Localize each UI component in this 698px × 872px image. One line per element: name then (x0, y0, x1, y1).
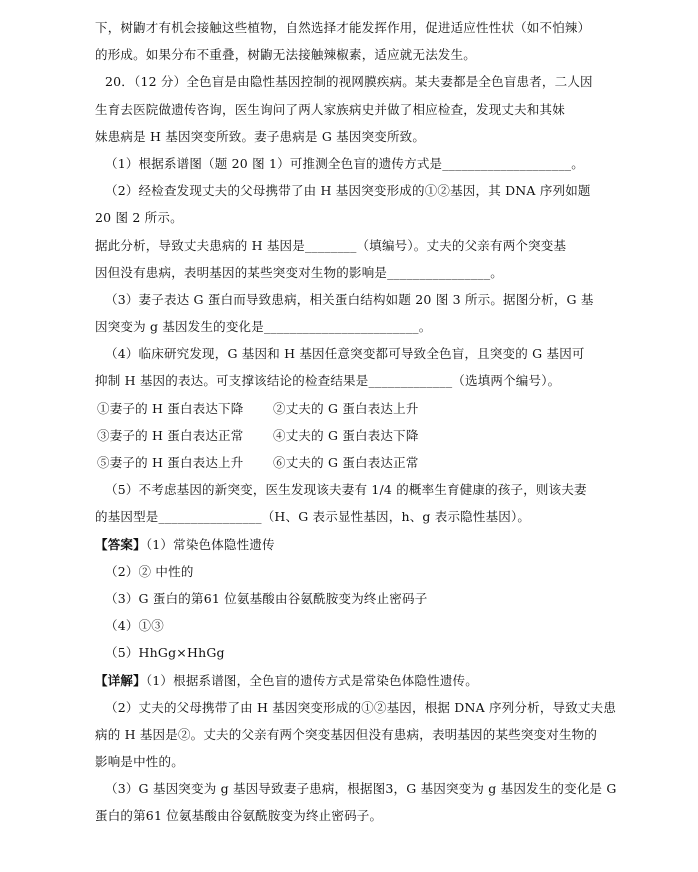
answer-heading-line (95, 531, 605, 558)
text-line: 据此分析，导致丈夫患病的 H 基因是________（填编号）。丈夫的父亲有两个突变基 (95, 237, 567, 253)
question-20-part-1: （1）根据系谱图（题 20 图 1）可推测全色盲的遗传方式是____________________。 (105, 155, 584, 171)
text-line: 生育去医院做遗传咨询，医生询问了两人家族病史并做了相应检查，发现丈夫和其妹 (95, 101, 565, 117)
explain-item: 影响是中性的。 (95, 754, 184, 770)
option-item: ④丈夫的 G 蛋白表达下降 (273, 427, 419, 443)
answer-item: （3）G 蛋白的第61 位氨基酸由谷氨酰胺变为终止密码子 (105, 590, 428, 606)
option-item: ②丈夫的 G 蛋白表达上升 (273, 400, 419, 416)
answer-item: （2）② 中性的 (105, 563, 194, 579)
explain-label: 【详解】 (95, 672, 146, 688)
question-20-part-3: （3）妻子表达 G 蛋白而导致患病，相关蛋白结构如题 20 图 3 所示。据图分析，G 基 (105, 291, 594, 307)
explain-item: （1）根据系谱图，全色盲的遗传方式是常染色体隐性遗传。 (145, 672, 478, 688)
option-row (95, 422, 605, 449)
answer-label: 【答案】 (95, 536, 146, 552)
explain-item: （3）G 基因突变为 g 基因导致妻子患病，根据图3，G 基因突变为 g 基因发生的变化是 G (105, 781, 617, 797)
text-line: 20 图 2 所示。 (95, 210, 183, 226)
answer-item: （5）HhGg×HhGg (105, 645, 225, 661)
question-20-stem: 20．（12 分）全色盲是由隐性基因控制的视网膜疾病。某夫妻都是全色盲患者，二人因 (105, 74, 593, 90)
explain-item: 病的 H 基因是②。丈夫的父亲有两个突变基因但没有患病，表明基因的某些突变对生物的 (95, 726, 598, 742)
explain-heading-line (95, 667, 605, 694)
text-line: 下，树鼩才有机会接触这些植物，自然选择才能发挥作用，促进适应性性状（如不怕辣） (95, 20, 591, 35)
answer-item: （1）常染色体隐性遗传 (145, 536, 275, 552)
text-line: 妹患病是 H 基因突变所致。妻子患病是 G 基因突变所致。 (95, 128, 426, 144)
text-line: 的基因型是________________（H、G 表示显性基因，h、g 表示隐性基因）。 (95, 509, 531, 525)
option-item: ⑥丈夫的 G 蛋白表达正常 (273, 455, 419, 470)
text-line: 抑制 H 基因的表达。可支撑该结论的检查结果是_____________（选填两个编号）。 (95, 373, 561, 389)
document-page (95, 14, 617, 830)
option-item: ③妻子的 H 蛋白表达正常 (97, 427, 244, 443)
option-row (95, 395, 605, 422)
option-row (95, 449, 605, 476)
question-20-part-4: （4）临床研究发现，G 基因和 H 基因任意突变都可导致全色盲，且突变的 G 基因可 (105, 346, 585, 362)
text-line: 因但没有患病，表明基因的某些突变对生物的影响是________________。 (95, 264, 504, 280)
question-20-part-2: （2）经检查发现丈夫的父母携带了由 H 基因突变形成的①②基因，其 DNA 序列如题 (105, 183, 591, 199)
option-item: ⑤妻子的 H 蛋白表达上升 (97, 455, 244, 470)
explain-item: 蛋白的第61 位氨基酸由谷氨酰胺变为终止密码子。 (95, 808, 383, 824)
text-line: 的形成。如果分布不重叠，树鼩无法接触辣椒素，适应就无法发生。 (95, 47, 477, 63)
explain-item: （2）丈夫的父母携带了由 H 基因突变形成的①②基因，根据 DNA 序列分析，导致丈夫患 (105, 699, 617, 715)
answer-item: （4）①③ (105, 618, 164, 634)
text-line: 因突变为 g 基因发生的变化是________________________。 (95, 319, 432, 335)
question-20-part-5: （5）不考虑基因的新突变，医生发现该夫妻有 1/4 的概率生育健康的孩子，则该夫妻 (105, 482, 587, 498)
option-item: ①妻子的 H 蛋白表达下降 (97, 400, 244, 416)
